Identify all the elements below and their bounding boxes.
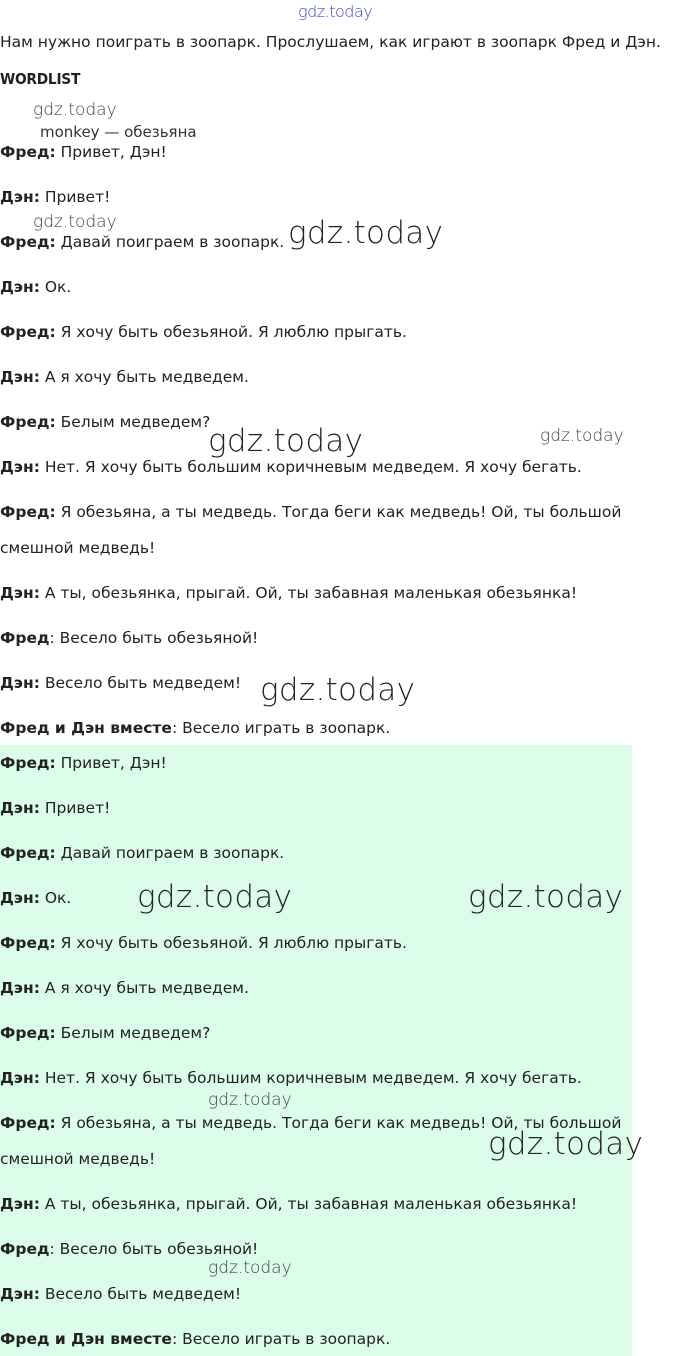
watermark: gdz.today (288, 215, 444, 251)
watermark: gdz.today (33, 212, 117, 232)
wordlist-item (40, 123, 240, 141)
dialogue-line: Фред: Я обезьяна, а ты медведь. Тогда беги как медведь! Ой, ты большой (0, 1114, 622, 1132)
watermark: gdz.today (260, 672, 416, 708)
dialogue-line: Фред: Белым медведем? (0, 413, 211, 431)
watermark: gdz.today (208, 1090, 292, 1110)
dialogue-line: Фред и Дэн вместе: Весело играть в зоопарк. (0, 719, 391, 737)
watermark: gdz.today (137, 879, 293, 915)
watermark: gdz.today (468, 879, 624, 915)
dialogue-line: Дэн: Весело быть медведем! (0, 674, 242, 692)
watermark-top: gdz.today (298, 2, 373, 21)
dialogue-line: Дэн: Привет! (0, 188, 111, 206)
watermark: gdz.today (33, 100, 117, 120)
dialogue-line: Фред: Давай поиграем в зоопарк. (0, 233, 285, 251)
dialogue-line: Фред: Я хочу быть обезьяной. Я люблю прыгать. (0, 323, 407, 341)
wordlist-item-text: monkey — обезьяна (40, 123, 197, 141)
dialogue-line: Фред: Весело быть обезьяной! (0, 629, 259, 647)
highlighted-dialogue-block (0, 745, 632, 1356)
dialogue-line: Фред: Давай поиграем в зоопарк. (0, 844, 285, 862)
dialogue-line: Дэн: А ты, обезьянка, прыгай. Ой, ты забавная маленькая обезьянка! (0, 1195, 578, 1213)
dialogue-line: смешной медведь! (0, 539, 156, 557)
dialogue-line: Фред: Белым медведем? (0, 1024, 211, 1042)
dialogue-line: Фред: Весело быть обезьяной! (0, 1240, 259, 1258)
dialogue-line: Дэн: Весело быть медведем! (0, 1285, 242, 1303)
intro-text: Нам нужно поиграть в зоопарк. Прослушаем, как играют в зоопарк Фред и Дэн. (0, 33, 661, 51)
dialogue-line: Дэн: А я хочу быть медведем. (0, 979, 249, 997)
dialogue-line: Дэн: Нет. Я хочу быть большим коричневым медведем. Я хочу бегать. (0, 458, 582, 476)
dialogue-line: Фред: Я хочу быть обезьяной. Я люблю прыгать. (0, 934, 407, 952)
dialogue-line: Дэн: А я хочу быть медведем. (0, 368, 249, 386)
dialogue-line: Дэн: А ты, обезьянка, прыгай. Ой, ты забавная маленькая обезьянка! (0, 584, 578, 602)
watermark: gdz.today (540, 426, 624, 446)
watermark: gdz.today (208, 1258, 292, 1278)
dialogue-line: Дэн: Привет! (0, 799, 111, 817)
dialogue-line: Фред и Дэн вместе: Весело играть в зоопарк. (0, 1330, 391, 1348)
dialogue-line: Фред: Привет, Дэн! (0, 754, 167, 772)
dialogue-line: смешной медведь! (0, 1150, 156, 1168)
dialogue-line: Дэн: Ок. (0, 278, 72, 296)
dialogue-line: Фред: Я обезьяна, а ты медведь. Тогда беги как медведь! Ой, ты большой (0, 503, 622, 521)
watermark: gdz.today (488, 1126, 644, 1162)
wordlist-heading: WORDLIST (0, 70, 81, 88)
watermark: gdz.today (208, 423, 364, 459)
dialogue-line: Дэн: Нет. Я хочу быть большим коричневым медведем. Я хочу бегать. (0, 1069, 582, 1087)
dialogue-line: Фред: Привет, Дэн! (0, 143, 167, 161)
dialogue-line: Дэн: Ок. (0, 889, 72, 907)
